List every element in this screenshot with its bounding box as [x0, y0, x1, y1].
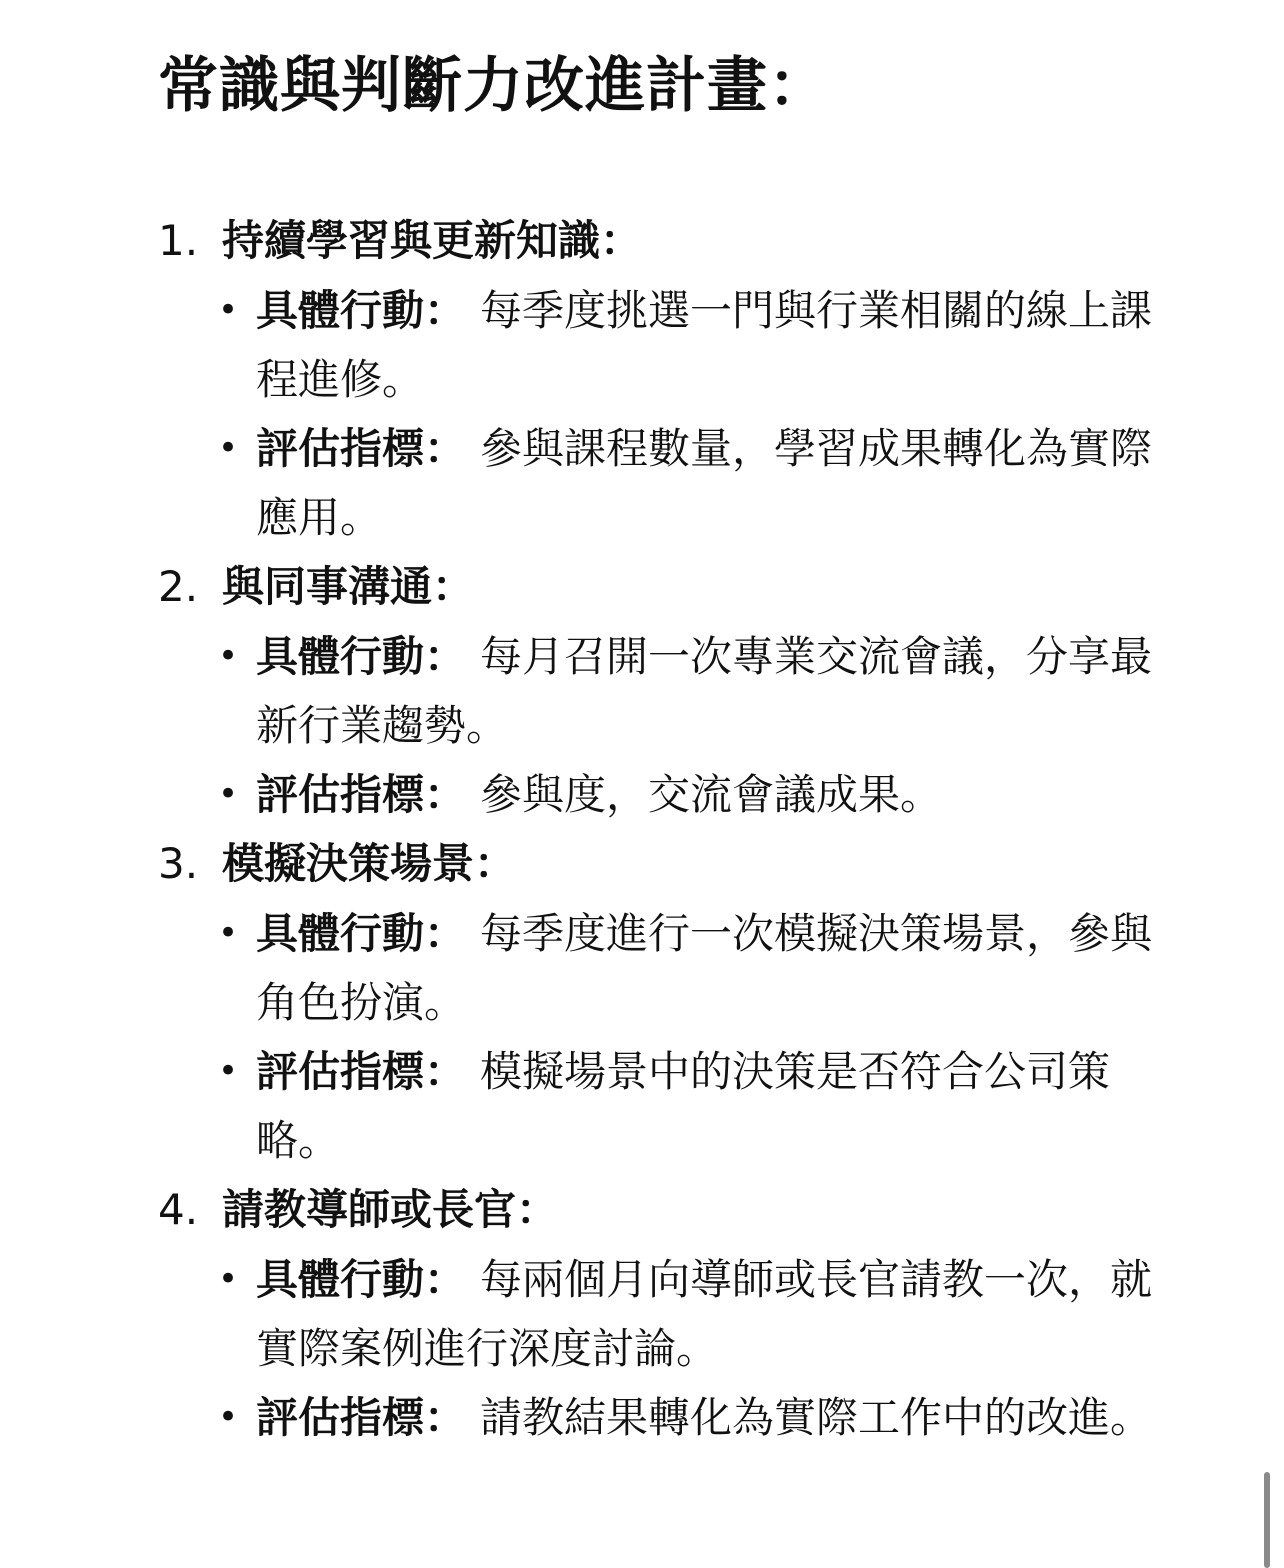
plan-item-header: [158, 1175, 1188, 1245]
detail-item-action: [158, 899, 1188, 1037]
item-number: 4.: [158, 1185, 199, 1234]
detail-text: 參與課程數量，學習成果轉化為實際應用。: [256, 424, 1153, 542]
detail-colon: ：: [424, 1047, 467, 1096]
detail-text: 每月召開一次專業交流會議，分享最新行業趨勢。: [256, 632, 1153, 750]
detail-list: [158, 899, 1188, 1175]
detail-label: 評估指標: [256, 424, 425, 473]
bullet-icon: •: [218, 1397, 239, 1437]
bullet-icon: •: [218, 774, 239, 814]
detail-text: 參與度，交流會議成果。: [480, 770, 943, 819]
bullet-icon: •: [218, 636, 239, 676]
detail-text: 每季度進行一次模擬決策場景，參與角色扮演。: [256, 909, 1153, 1027]
item-heading: 模擬決策場景：: [222, 839, 517, 888]
detail-colon: ：: [424, 632, 467, 681]
detail-text: 模擬場景中的決策是否符合公司策略。: [256, 1047, 1111, 1165]
bullet-icon: •: [218, 290, 239, 330]
bullet-icon: •: [218, 1051, 239, 1091]
plan-list: [158, 206, 1188, 1452]
item-heading: 請教導師或長官：: [222, 1185, 559, 1234]
detail-colon: ：: [424, 770, 467, 819]
bullet-icon: •: [218, 428, 239, 468]
detail-label: 評估指標: [256, 1393, 425, 1442]
document-content: [158, 40, 1188, 1452]
item-number: 3.: [158, 839, 199, 888]
detail-list: [158, 1245, 1188, 1452]
plan-item: [158, 1175, 1188, 1452]
detail-item-action: [158, 622, 1188, 760]
detail-label: 具體行動: [256, 1255, 425, 1304]
bullet-icon: •: [218, 913, 239, 953]
detail-list: [158, 276, 1188, 552]
detail-text: 每季度挑選一門與行業相關的線上課程進修。: [256, 286, 1153, 404]
detail-item-action: [158, 1245, 1188, 1383]
detail-colon: ：: [424, 424, 467, 473]
detail-label: 評估指標: [256, 1047, 425, 1096]
detail-label: 具體行動: [256, 909, 425, 958]
bullet-icon: •: [218, 1259, 239, 1299]
detail-label: 具體行動: [256, 632, 425, 681]
detail-colon: ：: [424, 1255, 467, 1304]
detail-item-metric: [158, 1037, 1188, 1175]
item-heading: 與同事溝通：: [222, 562, 475, 611]
detail-text: 請教結果轉化為實際工作中的改進。: [480, 1393, 1153, 1442]
plan-item: [158, 552, 1188, 829]
detail-label: 評估指標: [256, 770, 425, 819]
page-title: 常識與判斷力改進計畫：: [158, 51, 829, 121]
detail-colon: ：: [424, 1393, 467, 1442]
detail-item-metric: [158, 760, 1188, 829]
plan-item: [158, 206, 1188, 552]
detail-colon: ：: [424, 909, 467, 958]
scrollbar-thumb[interactable]: [1264, 1472, 1270, 1568]
plan-item-header: [158, 552, 1188, 622]
plan-item-header: [158, 206, 1188, 276]
detail-item-action: [158, 276, 1188, 414]
detail-item-metric: [158, 1383, 1188, 1452]
plan-item: [158, 829, 1188, 1175]
detail-colon: ：: [424, 286, 467, 335]
detail-item-metric: [158, 414, 1188, 552]
plan-item-header: [158, 829, 1188, 899]
detail-label: 具體行動: [256, 286, 425, 335]
item-number: 1.: [158, 216, 199, 265]
item-number: 2.: [158, 562, 199, 611]
detail-list: [158, 622, 1188, 829]
item-heading: 持續學習與更新知識：: [222, 216, 643, 265]
detail-text: 每兩個月向導師或長官請教一次，就實際案例進行深度討論。: [256, 1255, 1153, 1373]
